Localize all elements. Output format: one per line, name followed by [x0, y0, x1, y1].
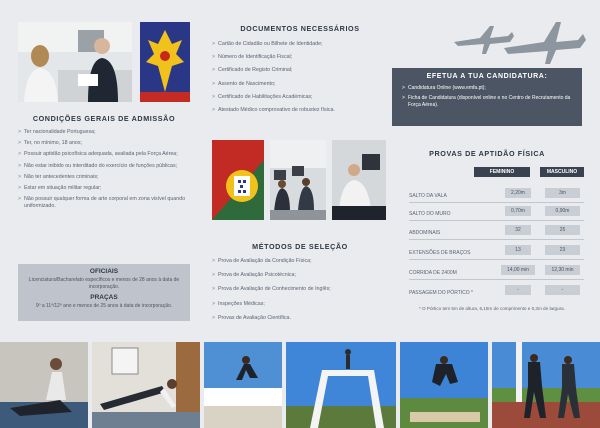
value-feminino: 2,20m	[505, 188, 531, 198]
row-label: CORRIDA DE 2400M	[409, 270, 457, 276]
application-item-text: Ficha de Candidatura (disponível online e no Centro de Recrutamento da Força Aérea).	[408, 95, 571, 108]
methods-title: MÉTODOS DE SELEÇÃO	[252, 242, 348, 251]
bullet-arrow-icon: >	[402, 95, 405, 101]
computer-room-photo	[270, 140, 326, 220]
row-label: SALTO DA VALA	[409, 193, 447, 199]
fighter-jets-image	[450, 12, 590, 68]
pracas-text: 9º a 11º/12º ano e menos de 25 anos à data de incorporação.	[35, 303, 173, 309]
coat-of-arms-image	[140, 22, 190, 102]
admission-item: > Não ter antecedentes criminais;	[18, 174, 192, 181]
row-divider	[409, 279, 584, 280]
exam-room-photo	[332, 140, 386, 220]
portico-photo	[286, 342, 396, 428]
admission-item: > Possuir aptidão psicofísica adequada, avaliada pela Força Aérea;	[18, 151, 192, 158]
document-item: > Número de Identificação Fiscal;	[212, 54, 392, 61]
oficiais-text: Licenciatura/Bacharelato específicos e menos de 28 anos à data de incorporação.	[28, 277, 180, 290]
application-item	[402, 85, 572, 92]
footnote: * O Pórtico tem 5m de altura, 6,15m de comprimento e 0,3m de largura.	[418, 306, 566, 311]
method-item: > Prova de Avaliação Psicotécnica;	[212, 272, 392, 279]
value-feminino: 13	[505, 245, 531, 255]
admission-item: > Não estar inibido ou interditado do exercício de funções públicas;	[18, 163, 192, 170]
admission-item: > Ter, no mínimo, 18 anos;	[18, 140, 192, 147]
bullet-arrow-icon: >	[402, 85, 405, 91]
method-item: > Inspeções Médicas;	[212, 301, 392, 308]
value-masculino: 3m	[545, 188, 580, 198]
row-divider	[409, 220, 584, 221]
value-masculino: 25	[545, 225, 580, 235]
running-photo	[492, 342, 600, 428]
application-box	[392, 68, 582, 126]
value-feminino: 32	[505, 225, 531, 235]
document-item: > Atestado Médico comprovativo de robustez física.	[212, 107, 392, 114]
wall-jump-photo	[204, 342, 282, 428]
admission-item: > Estar em situação militar regular;	[18, 185, 192, 192]
value-masculino: 23	[545, 245, 580, 255]
methods-list	[212, 258, 392, 329]
value-feminino: 0,70m	[505, 206, 531, 216]
interview-photo	[18, 22, 132, 102]
value-feminino: 14,00 min	[501, 265, 535, 275]
documents-list	[212, 41, 392, 120]
value-masculino: -	[545, 285, 580, 295]
documents-title: DOCUMENTOS NECESSÁRIOS	[240, 24, 360, 33]
row-label: PASSAGEM DO PÓRTICO *	[409, 290, 473, 296]
row-divider	[409, 202, 584, 203]
flag-image	[212, 140, 264, 220]
value-masculino: 12,30 min	[545, 265, 580, 275]
row-divider	[409, 259, 584, 260]
row-divider	[409, 239, 584, 240]
document-item: > Cartão de Cidadão ou Bilhete de Identidade;	[212, 41, 392, 48]
admission-item: > Não possuir qualquer forma de arte corporal em zona visível quando uniformizado.	[18, 196, 192, 210]
value-feminino: -	[505, 285, 531, 295]
row-label: ABDOMINAIS	[409, 230, 441, 236]
method-item: > Prova de Avaliação da Condição Física;	[212, 258, 392, 265]
header-masculino: MASCULINO	[540, 167, 584, 177]
application-item	[402, 95, 572, 109]
situps-photo	[0, 342, 88, 428]
admission-list	[18, 129, 192, 215]
long-jump-photo	[400, 342, 488, 428]
document-item: > Assento de Nascimento;	[212, 81, 392, 88]
row-label: EXTENSÕES DE BRAÇOS	[409, 250, 471, 256]
pracas-title: PRAÇAS	[90, 294, 118, 301]
document-item: > Certificado de Registo Criminal;	[212, 67, 392, 74]
oficiais-title: OFICIAIS	[89, 268, 119, 275]
application-title: EFETUA A TUA CANDIDATURA:	[426, 73, 548, 80]
admission-item: > Ter nacionalidade Portuguesa;	[18, 129, 192, 136]
row-label: SALTO DO MURO	[409, 211, 451, 217]
header-feminino: FEMININO	[474, 167, 530, 177]
physical-tests-title: PROVAS DE APTIDÃO FÍSICA	[429, 149, 545, 158]
method-item: > Prova de Avaliação de Conhecimento de Inglês;	[212, 286, 392, 293]
application-item-text: Candidatura Online (www.emfa.pt);	[408, 85, 486, 91]
admission-title: CONDIÇÕES GERAIS DE ADMISSÃO	[32, 114, 176, 123]
document-item: > Certificado de Habilitações Académicas;	[212, 94, 392, 101]
method-item: > Provas de Avaliação Científica.	[212, 315, 392, 322]
officers-box	[18, 264, 190, 321]
value-masculino: 0,90m	[545, 206, 580, 216]
pushups-photo	[92, 342, 200, 428]
